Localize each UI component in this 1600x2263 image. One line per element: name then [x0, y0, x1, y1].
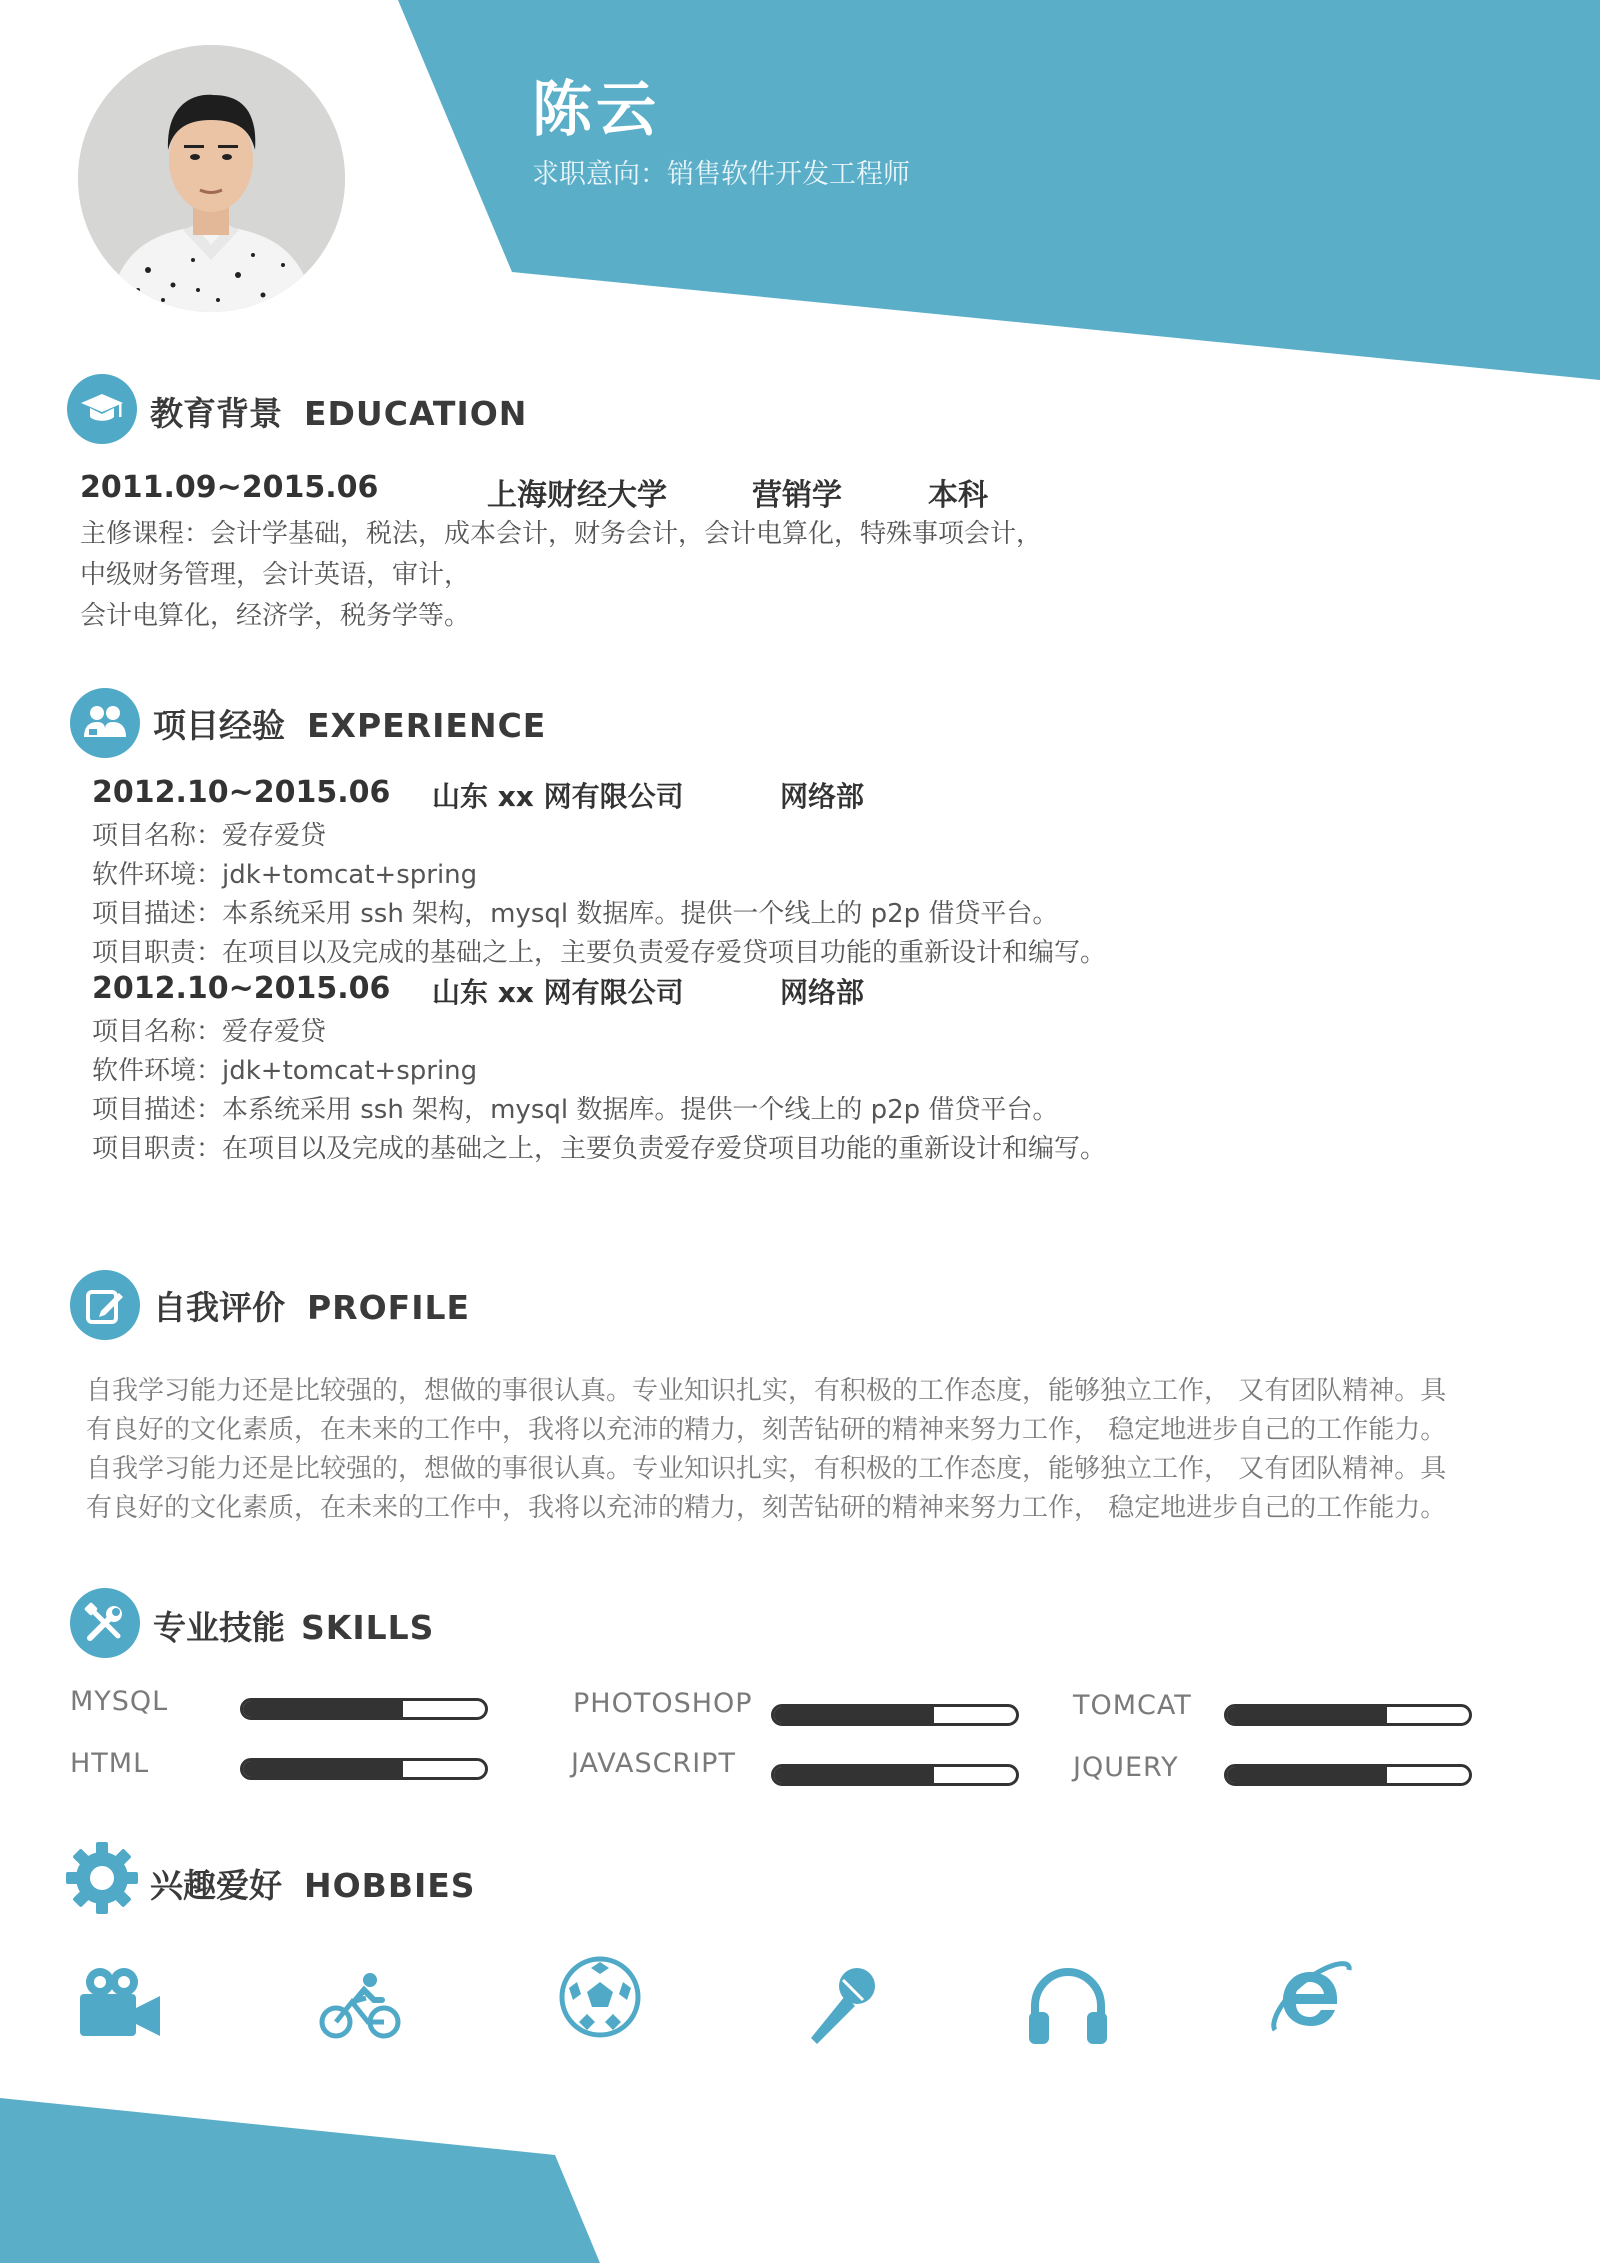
hobbies-title-en: HOBBIES [304, 1866, 476, 1905]
hobbies-title [150, 1860, 476, 1907]
education-course-line: 会计电算化，经济学，税务学等。 [80, 601, 471, 631]
candidate-name: 陈云 [532, 75, 660, 145]
education-school: 上海财经大学 [487, 478, 667, 513]
education-title-en: EDUCATION [304, 394, 528, 433]
avatar [78, 45, 345, 312]
experience-line: 项目名称：爱存爱贷 [92, 821, 327, 851]
microphone-icon [795, 1962, 885, 2052]
soccer-ball-icon [555, 1952, 645, 2042]
profile-line: 自我学习能力还是比较强的，想做的事很认真。专业知识扎实，有积极的工作态度，能够独立工作， 又有团队精神。具 [86, 1454, 1447, 1484]
profile-line: 有良好的文化素质，在未来的工作中，我将以充沛的精力，刻苦钻研的精神来努力工作， 稳定地进步自己的工作能力。 [86, 1415, 1447, 1445]
cycling-icon [316, 1958, 406, 2048]
video-camera-icon [72, 1958, 162, 2048]
experience-line: 项目描述：本系统采用 ssh 架构，mysql 数据库。提供一个线上的 p2p 借贷平台。 [92, 899, 1059, 929]
education-degree: 本科 [928, 478, 988, 513]
internet-explorer-icon [1265, 1952, 1355, 2042]
profile-title-en: PROFILE [307, 1288, 471, 1327]
experience-line: 软件环境：jdk+tomcat+spring [92, 1056, 478, 1086]
profile-line: 有良好的文化素质，在未来的工作中，我将以充沛的精力，刻苦钻研的精神来努力工作， 稳定地进步自己的工作能力。 [86, 1493, 1447, 1523]
experience-dept: 网络部 [780, 780, 865, 813]
experience-period: 2012.10~2015.06 [92, 775, 391, 810]
gear-icon [62, 1838, 142, 1918]
education-period: 2011.09~2015.06 [80, 470, 379, 505]
graduation-cap-icon [67, 374, 137, 444]
team-icon [70, 688, 140, 758]
skill-level [243, 1701, 403, 1717]
skill-level [243, 1761, 403, 1777]
education-major: 营销学 [752, 478, 842, 513]
profile-title [153, 1282, 470, 1329]
skill-bar [1224, 1764, 1472, 1786]
skill-bar [240, 1758, 488, 1780]
skills-title [153, 1602, 434, 1649]
skill-level [774, 1707, 934, 1723]
experience-line: 项目职责：在项目以及完成的基础之上，主要负责爱存爱贷项目功能的重新设计和编写。 [92, 938, 1107, 968]
skill-name: JQUERY [1073, 1752, 1179, 1783]
headphones-icon [1023, 1962, 1113, 2052]
experience-company: 山东 xx 网有限公司 [432, 976, 684, 1009]
education-title-cn: 教育背景 [150, 394, 282, 433]
experience-line: 项目描述：本系统采用 ssh 架构，mysql 数据库。提供一个线上的 p2p 借贷平台。 [92, 1095, 1059, 1125]
hobbies-title-cn: 兴趣爱好 [150, 1866, 282, 1905]
experience-line: 软件环境：jdk+tomcat+spring [92, 860, 478, 890]
skill-name: JAVASCRIPT [571, 1748, 736, 1779]
skill-bar [240, 1698, 488, 1720]
experience-title-cn: 项目经验 [153, 706, 285, 745]
edit-icon [70, 1270, 140, 1340]
skill-level [1227, 1707, 1387, 1723]
skill-bar [1224, 1704, 1472, 1726]
experience-line: 项目名称：爱存爱贷 [92, 1017, 327, 1047]
skill-name: PHOTOSHOP [573, 1688, 753, 1719]
skills-title-cn: 专业技能 [153, 1608, 285, 1647]
job-intent: 求职意向：销售软件开发工程师 [532, 159, 910, 190]
education-course-line: 中级财务管理，会计英语，审计， [80, 560, 471, 590]
experience-title [153, 700, 546, 747]
education-title [150, 388, 527, 435]
experience-dept: 网络部 [780, 976, 865, 1009]
skill-level [1227, 1767, 1387, 1783]
profile-line: 自我学习能力还是比较强的，想做的事很认真。专业知识扎实，有积极的工作态度，能够独立工作， 又有团队精神。具 [86, 1376, 1447, 1406]
skill-bar [771, 1764, 1019, 1786]
experience-company: 山东 xx 网有限公司 [432, 780, 684, 813]
skill-level [774, 1767, 934, 1783]
experience-line: 项目职责：在项目以及完成的基础之上，主要负责爱存爱贷项目功能的重新设计和编写。 [92, 1134, 1107, 1164]
education-course-line: 主修课程：会计学基础，税法，成本会计，财务会计，会计电算化，特殊事项会计， [80, 519, 1043, 549]
skill-bar [771, 1704, 1019, 1726]
skill-name: HTML [70, 1748, 150, 1779]
skills-title-en: SKILLS [301, 1608, 435, 1647]
profile-title-cn: 自我评价 [153, 1288, 285, 1327]
skill-name: TOMCAT [1073, 1690, 1192, 1721]
tools-icon [70, 1588, 140, 1658]
experience-title-en: EXPERIENCE [307, 706, 547, 745]
experience-period: 2012.10~2015.06 [92, 971, 391, 1006]
skill-name: MYSQL [70, 1686, 169, 1717]
